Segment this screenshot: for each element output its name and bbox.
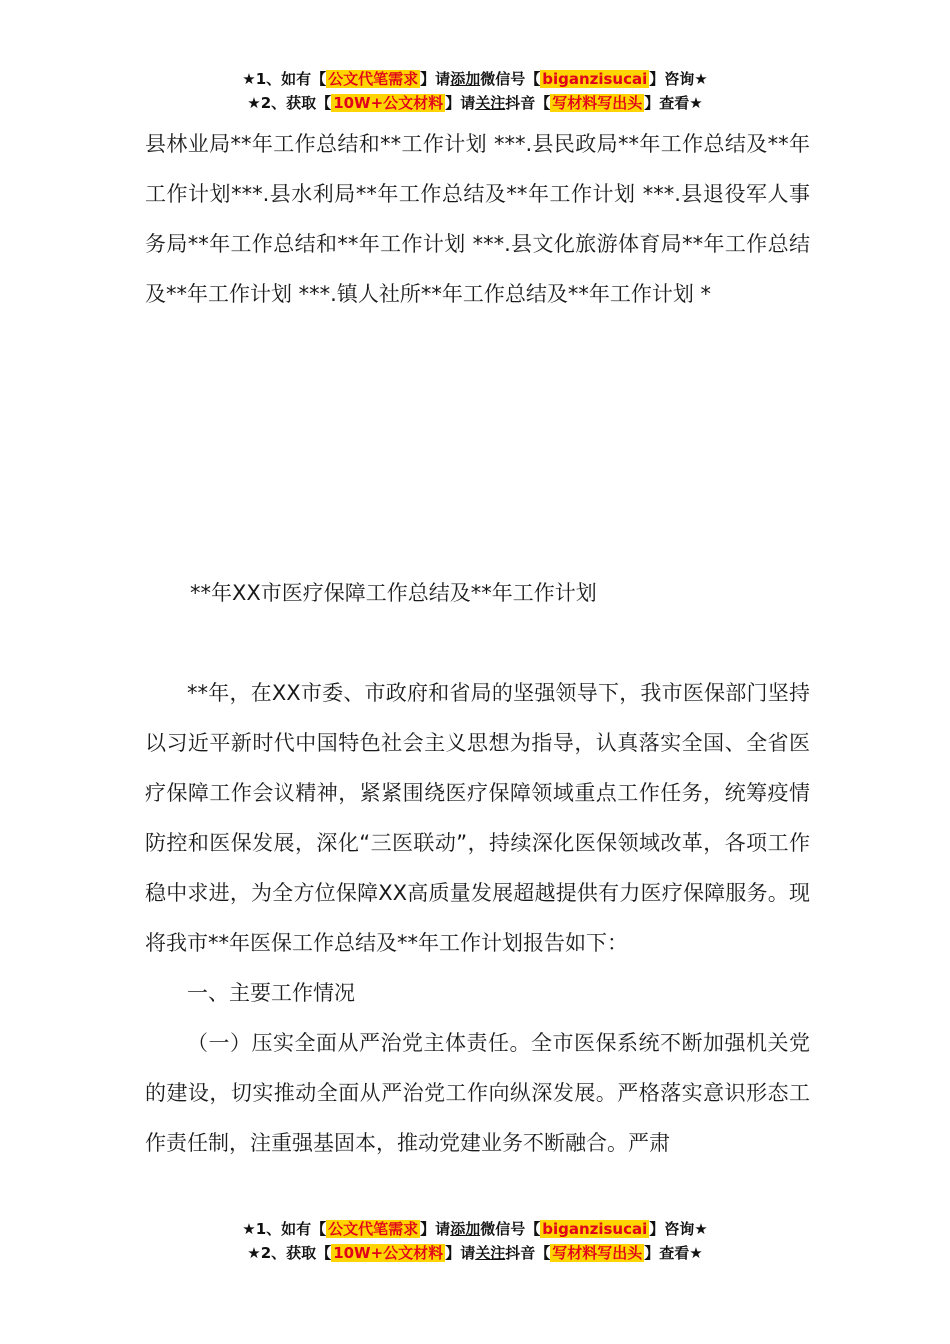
footer-line-2-mid2: 抖音【 [505, 1244, 551, 1262]
banner-line-2-mid: 】请 [445, 94, 476, 112]
banner-line-1-highlight-wechat: biganzisucai [542, 70, 648, 88]
banner-line-1 [0, 67, 950, 91]
footer-banner-line-2 [0, 1241, 950, 1265]
footer-banner-line-1 [0, 1217, 950, 1241]
banner-line-2-underlined: 关注 [475, 94, 506, 112]
section-paragraph: （一）压实全面从严治党主体责任。全市医保系统不断加强机关党的建设，切实推动全面从严治党工作向纵深发展。严格落实意识形态工作责任制，注重强基固本，推动党建业务不断融合。严肃 [145, 1031, 810, 1155]
footer-line-1-mid: 】请 [420, 1220, 451, 1238]
footer-line-2-underlined: 关注 [475, 1244, 506, 1262]
header-banner [0, 67, 950, 115]
footer-line-1-suffix: 】咨询★ [649, 1220, 708, 1238]
intro-paragraph: **年，在XX市委、市政府和省局的坚强领导下，我市医保部门坚持以习近平新时代中国特色社会主义思想为指导，认真落实全国、全省医疗保障工作会议精神，紧紧围绕医疗保障领域重点工作任务，统筹疫情防控和医保发展，深化“三医联动”，持续深化医保领域改革，各项工作稳中求进，为全方位保障XX高质量发展超越提供有力医疗保障服务。现将我市**年医保工作总结及**年工作计划报告如下： [145, 681, 810, 955]
banner-line-1-underlined: 添加 [450, 70, 481, 88]
footer-line-2-prefix: ★2、获取【 [247, 1244, 332, 1262]
banner-line-2-suffix: 】查看★ [644, 94, 703, 112]
banner-line-2-highlight-materials: 10W+公文材料 [333, 94, 444, 112]
banner-line-2-prefix: ★2、获取【 [247, 94, 332, 112]
footer-line-1-underlined: 添加 [450, 1220, 481, 1238]
footer-line-2-mid: 】请 [445, 1244, 476, 1262]
banner-line-2 [0, 91, 950, 115]
banner-line-1-prefix: ★1、如有【 [242, 70, 327, 88]
banner-line-2-mid2: 抖音【 [505, 94, 551, 112]
footer-line-1-highlight-service: 公文代笔需求 [328, 1220, 419, 1238]
lead-paragraph: 县林业局**年工作总结和**工作计划 ***.县民政局**年工作总结及**年工作计划***.县水利局**年工作总结及**年工作计划 ***.县退役军人事务局**年工作总结和**年工作计划 ***.县文化旅游体育局**年工作总结及**年工作计划 ***.镇人社所**年工作总结及**年工作计划 * [145, 132, 810, 306]
section-heading: 一、主要工作情况 [187, 981, 355, 1005]
lead-section [145, 119, 810, 319]
footer-line-1-mid2: 微信号【 [480, 1220, 541, 1238]
banner-line-1-highlight-service: 公文代笔需求 [328, 70, 419, 88]
footer-line-2-suffix: 】查看★ [644, 1244, 703, 1262]
article-body [145, 668, 810, 1168]
document-title: **年XX市医疗保障工作总结及**年工作计划 [190, 581, 597, 605]
banner-line-1-suffix: 】咨询★ [649, 70, 708, 88]
banner-line-1-mid: 】请 [420, 70, 451, 88]
footer-line-1-prefix: ★1、如有【 [242, 1220, 327, 1238]
footer-line-2-highlight-materials: 10W+公文材料 [333, 1244, 444, 1262]
footer-banner [0, 1217, 950, 1265]
banner-line-2-highlight-douyin: 写材料写出头 [552, 94, 643, 112]
banner-line-1-mid2: 微信号【 [480, 70, 541, 88]
footer-line-2-highlight-douyin: 写材料写出头 [552, 1244, 643, 1262]
footer-line-1-highlight-wechat: biganzisucai [542, 1220, 648, 1238]
